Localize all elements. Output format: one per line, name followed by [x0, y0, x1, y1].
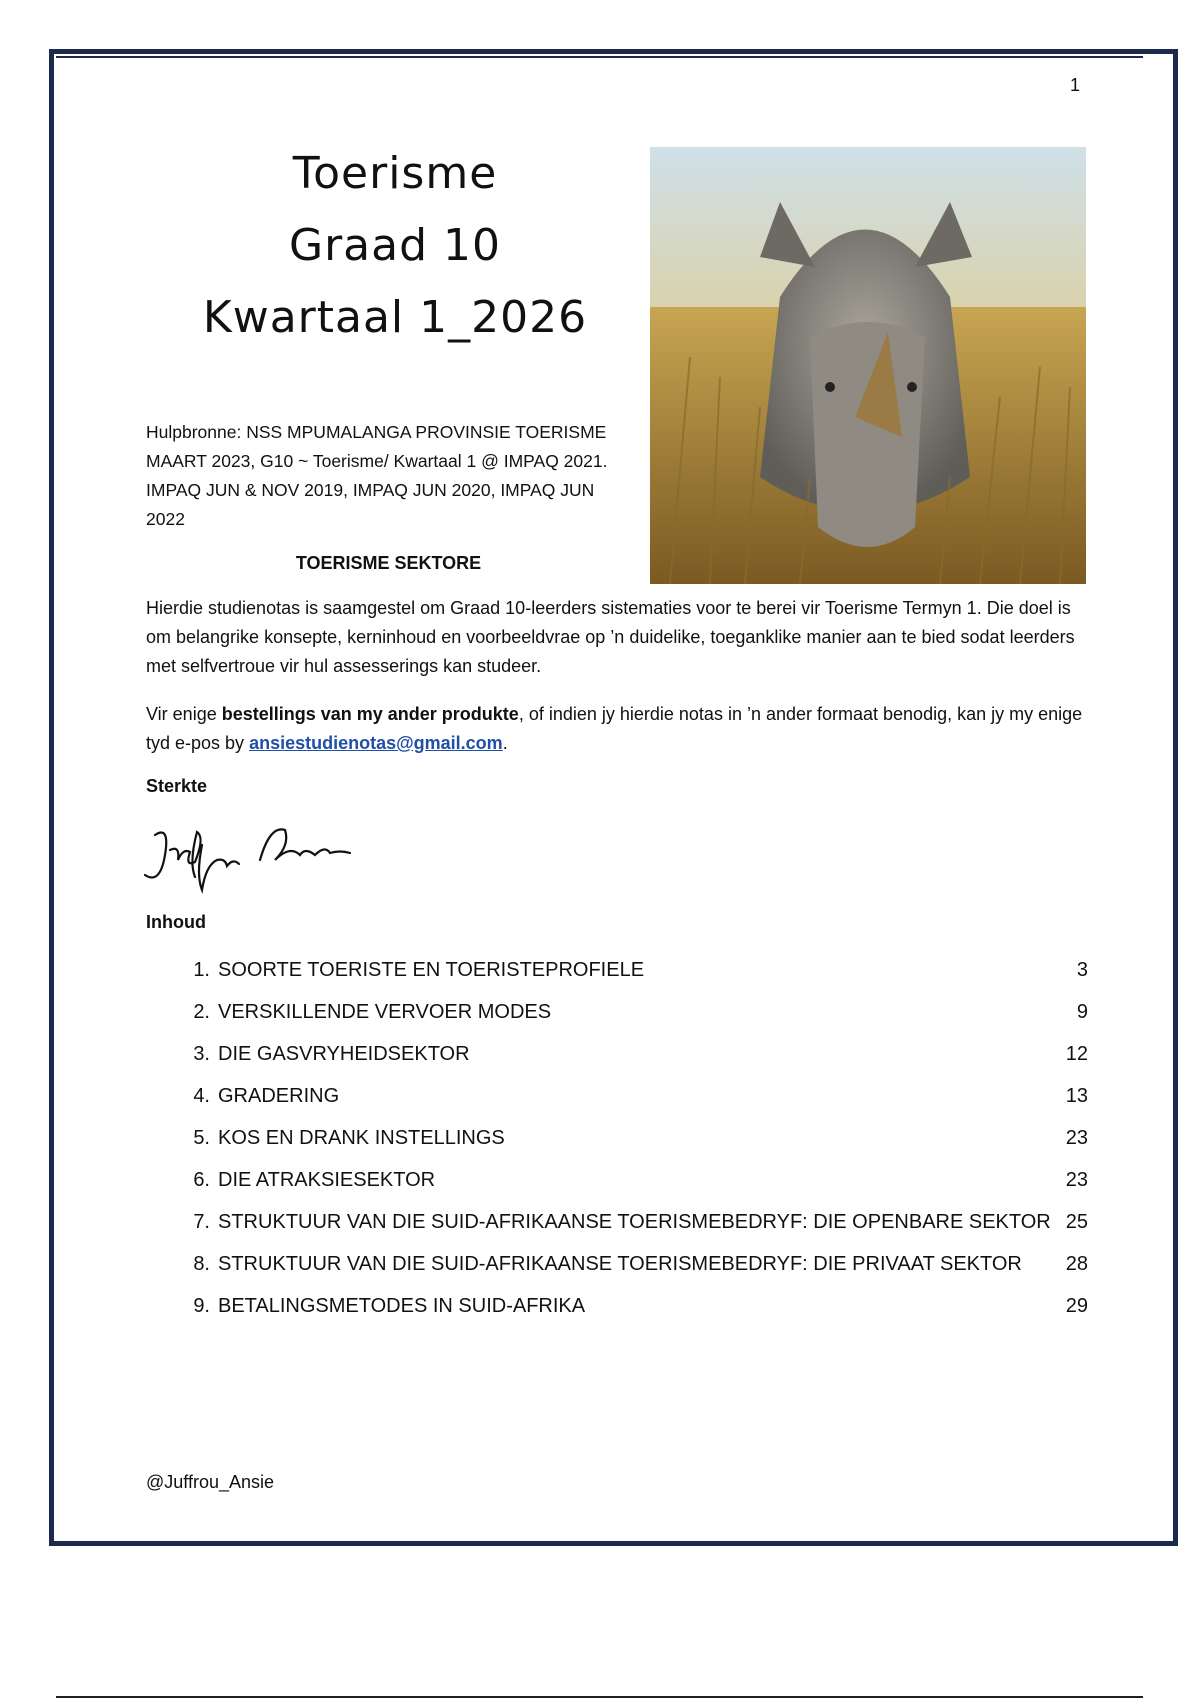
order-text-prefix: Vir enige	[146, 704, 222, 724]
title-line-1: Toerisme	[292, 148, 498, 199]
sectors-heading: TOERISME SEKTORE	[295, 553, 482, 573]
rhino-illustration	[650, 147, 1086, 584]
toc-page: 29	[1065, 1295, 1088, 1317]
toc-num: 9.	[193, 1295, 210, 1317]
toc-row[interactable]	[180, 1081, 1088, 1123]
strength-label: Sterkte	[146, 776, 208, 796]
order-text-middle: , of indien jy hierdie notas in ’n ander formaat benodig, kan jy my enige tyd e-pos by	[146, 704, 1083, 753]
toc-num: 2.	[193, 1001, 210, 1023]
toc-title: GRADERING	[218, 1085, 340, 1107]
table-of-contents	[180, 955, 1088, 1333]
toc-row[interactable]	[180, 955, 1088, 997]
toc-title: BETALINGSMETODES IN SUID-AFRIKA	[218, 1295, 586, 1317]
order-text-bold: bestellings van my ander produkte	[221, 704, 519, 724]
toc-num: 1.	[193, 959, 210, 981]
order-paragraph	[146, 700, 1091, 758]
toc-title: STRUKTUUR VAN DIE SUID-AFRIKAANSE TOERISMEBEDRYF: DIE OPENBARE SEKTOR	[218, 1211, 1051, 1233]
toc-page: 28	[1065, 1253, 1088, 1275]
toc-page: 3	[1076, 959, 1088, 981]
email-link[interactable]: ansiestudienotas@gmail.com	[249, 733, 503, 753]
toc-row[interactable]	[180, 1165, 1088, 1207]
toc-title: SOORTE TOERISTE EN TOERISTEPROFIELE	[218, 959, 645, 981]
toc-num: 3.	[193, 1043, 210, 1065]
intro-paragraph: Hierdie studienotas is saamgestel om Graad 10-leerders sistematies voor te berei vir Toerisme Termyn 1. Die doel is om belangrike konsepte, kerninhoud en voorbeeldvrae op ’n duidelike, toeganklike manier aan te bied sodat leerders met selfvertroue vir hul assesserings kan studeer.	[146, 598, 1075, 676]
toc-num: 7.	[193, 1211, 210, 1233]
toc-row[interactable]	[180, 1291, 1088, 1333]
bottom-rule	[56, 1696, 1143, 1698]
toc-row[interactable]	[180, 997, 1088, 1039]
toc-page: 12	[1065, 1043, 1088, 1065]
toc-page: 25	[1065, 1211, 1088, 1233]
toc-page: 23	[1065, 1169, 1088, 1191]
page-number: 1	[1070, 75, 1081, 95]
toc-num: 8.	[193, 1253, 210, 1275]
title-line-2: Graad 10	[288, 220, 501, 271]
toc-page: 9	[1076, 1001, 1088, 1023]
toc-num: 6.	[193, 1169, 210, 1191]
toc-title: DIE GASVRYHEIDSEKTOR	[218, 1043, 470, 1065]
toc-page: 13	[1065, 1085, 1088, 1107]
title-line-3: Kwartaal 1_2026	[202, 292, 588, 343]
toc-num: 5.	[193, 1127, 210, 1149]
toc-num: 4.	[193, 1085, 210, 1107]
document-title	[150, 138, 640, 354]
toc-row[interactable]	[180, 1207, 1088, 1249]
toc-page: 23	[1065, 1127, 1088, 1149]
signature	[140, 815, 370, 895]
toc-row[interactable]	[180, 1249, 1088, 1291]
order-text-suffix: .	[502, 733, 508, 753]
toc-title: DIE ATRAKSIESEKTOR	[218, 1169, 436, 1191]
toc-row[interactable]	[180, 1039, 1088, 1081]
toc-title: STRUKTUUR VAN DIE SUID-AFRIKAANSE TOERISMEBEDRYF: DIE PRIVAAT SEKTOR	[218, 1253, 1022, 1275]
toc-title: KOS EN DRANK INSTELLINGS	[218, 1127, 505, 1149]
toc-title: VERSKILLENDE VERVOER MODES	[218, 1001, 552, 1023]
toc-row[interactable]	[180, 1123, 1088, 1165]
contents-heading: Inhoud	[146, 912, 206, 932]
top-border-line	[56, 56, 1143, 58]
sources-text: Hulpbronne: NSS MPUMALANGA PROVINSIE TOERISME MAART 2023, G10 ~ Toerisme/ Kwartaal 1 @ IMPAQ 2021. IMPAQ JUN & NOV 2019, IMPAQ JUN 2020, IMPAQ JUN 2022	[146, 422, 608, 529]
footer-handle: @Juffrou_Ansie	[146, 1472, 275, 1492]
